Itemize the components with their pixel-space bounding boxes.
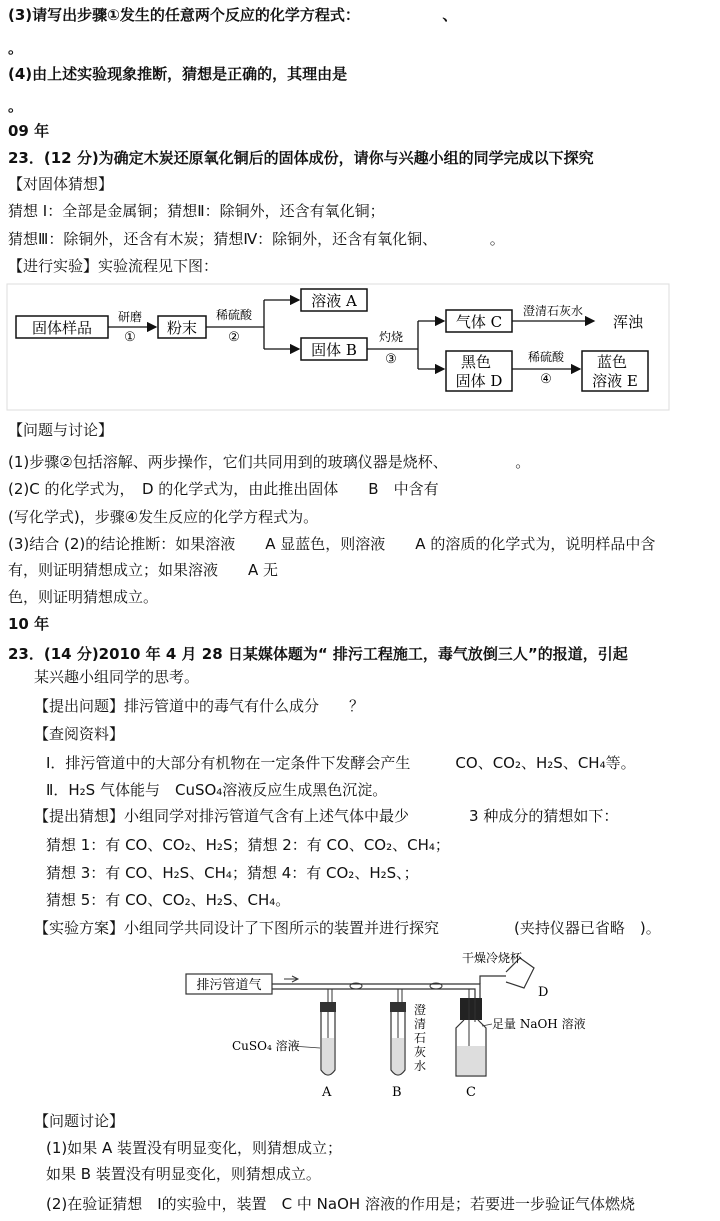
flow-sample: 固体样品 (31, 319, 93, 337)
flow-blue-e-2: 溶液 E (592, 372, 638, 390)
flow-black-d-2: 固体 D (455, 372, 503, 390)
flow-turbid: 浑浊 (612, 313, 644, 331)
line-q3: (3)请写出步骤①发生的任意两个反应的化学方程式： 、 (8, 6, 458, 24)
issue-2: (2)在验证猜想 Ⅰ的实验中，装置 C 中 NaOH 溶液的作用是；若要进一步验证气体燃烧 (46, 1195, 635, 1213)
flow-grind: 研磨 (117, 310, 143, 324)
section-solid-guess: 【对固体猜想】 (8, 175, 114, 193)
apparatus-diagram (180, 948, 586, 1100)
question-23-10: 23．(14 分)2010 年 4 月 28 日某媒体题为“ 排污工程施工，毒气放倒三人”的报道，引起 (8, 645, 628, 663)
section-references: 【查阅资料】 (34, 725, 125, 743)
flow-powder: 粉末 (166, 319, 198, 337)
guess-1-2: 猜想 Ⅰ：全部是金属铜；猜想Ⅱ：除铜外，还含有氧化铜； (8, 202, 385, 220)
gas-inlet-label: 排污管道气 (196, 978, 262, 993)
lime-4: 灰 (414, 1045, 427, 1059)
question-23-10-cont: 某兴趣小组同学的思考。 (34, 668, 200, 686)
flow-blue-e-1: 蓝色 (596, 353, 628, 371)
discussion-3-cont: 有，则证明猜想成立；如果溶液 A 无 (8, 561, 279, 579)
line-period-2: 。 (8, 97, 24, 115)
year-09: 09 年 (8, 122, 50, 140)
lime-3: 石 (414, 1031, 427, 1045)
flow-solid-b: 固体 B (311, 341, 357, 359)
hypothesis-3-4: 猜想 3：有 CO、H₂S、CH₄；猜想 4：有 CO₂、H₂S、； (46, 864, 419, 882)
discussion-1: (1)步骤②包括溶解、两步操作，它们共同用到的玻璃仪器是烧杯、 。 (8, 453, 531, 471)
section-issue-discussion: 【问题讨论】 (34, 1112, 125, 1130)
flow-solution-a: 溶液 A (311, 292, 357, 310)
discussion-3: (3)结合 (2)的结论推断：如果溶液 A 显蓝色，则溶液 A 的溶质的化学式为，说明样品中含 (8, 535, 656, 553)
flow-limewater: 澄清石灰水 (522, 304, 584, 318)
flow-step2: ② (228, 330, 240, 345)
lime-1: 澄 (414, 1003, 427, 1017)
section-discussion: 【问题与讨论】 (8, 421, 114, 439)
label-c: C (466, 1085, 476, 1100)
section-plan: 【实验方案】小组同学共同设计了下图所示的装置并进行探究 (夹持仪器已省略 )。 (34, 919, 661, 937)
section-experiment: 【进行实验】实验流程见下图： (8, 257, 219, 275)
section-hypothesis: 【提出猜想】小组同学对排污管道气含有上述气体中最少 3 种成分的猜想如下： (34, 807, 619, 825)
question-23-09: 23．(12 分)为确定木炭还原氧化铜后的固体成份，请你与兴趣小组的同学完成以下探究 (8, 149, 594, 167)
discussion-2: (2)C 的化学式为， D 的化学式为，由此推出固体 B 中含有 (8, 480, 439, 498)
lime-2: 清 (414, 1017, 427, 1031)
flow-diagram (6, 283, 670, 411)
cuso4-label: CuSO₄ 溶液 (232, 1039, 300, 1053)
line-q4: (4)由上述实验现象推断，猜想是正确的，其理由是 (8, 65, 348, 83)
label-d: D (538, 985, 549, 1000)
flow-step4: ④ (540, 372, 552, 387)
section-raise-question: 【提出问题】排污管道中的毒气有什么成分 ？ (34, 697, 365, 715)
flow-step1: ① (124, 330, 136, 345)
naoh-label: 足量 NaOH 溶液 (492, 1017, 586, 1031)
flow-burn: 灼烧 (378, 330, 404, 344)
line-period-1: 。 (8, 39, 24, 57)
year-10: 10 年 (8, 615, 50, 633)
guess-3-4: 猜想Ⅲ：除铜外，还含有木炭；猜想Ⅳ：除铜外，还含有氧化铜、 。 (8, 230, 505, 248)
flow-black-d-1: 黑色 (460, 353, 492, 371)
reference-1: Ⅰ．排污管道中的大部分有机物在一定条件下发酵会产生 CO、CO₂、H₂S、CH₄等。 (46, 754, 636, 772)
discussion-2-cont: (写化学式)，步骤④发生反应的化学方程式为。 (8, 508, 319, 526)
lime-5: 水 (414, 1059, 427, 1073)
label-a: A (322, 1085, 332, 1100)
label-b: B (392, 1085, 402, 1100)
flow-acid-2: 稀硫酸 (527, 350, 565, 364)
hypothesis-5: 猜想 5：有 CO、CO₂、H₂S、CH₄。 (46, 891, 291, 909)
flow-gas-c: 气体 C (455, 313, 503, 331)
issue-1-cont: 如果 B 装置没有明显变化，则猜想成立。 (46, 1165, 321, 1183)
issue-1: (1)如果 A 装置没有明显变化，则猜想成立； (46, 1139, 343, 1157)
hypothesis-1-2: 猜想 1：有 CO、CO₂、H₂S；猜想 2：有 CO、CO₂、CH₄； (46, 836, 450, 854)
discussion-3-end: 色，则证明猜想成立。 (8, 588, 159, 606)
flow-acid: 稀硫酸 (215, 308, 253, 322)
dry-beaker-label: 干燥冷烧杯 (462, 951, 523, 965)
reference-2: Ⅱ．H₂S 气体能与 CuSO₄溶液反应生成黑色沉淀。 (46, 781, 388, 799)
flow-step3: ③ (385, 352, 397, 367)
